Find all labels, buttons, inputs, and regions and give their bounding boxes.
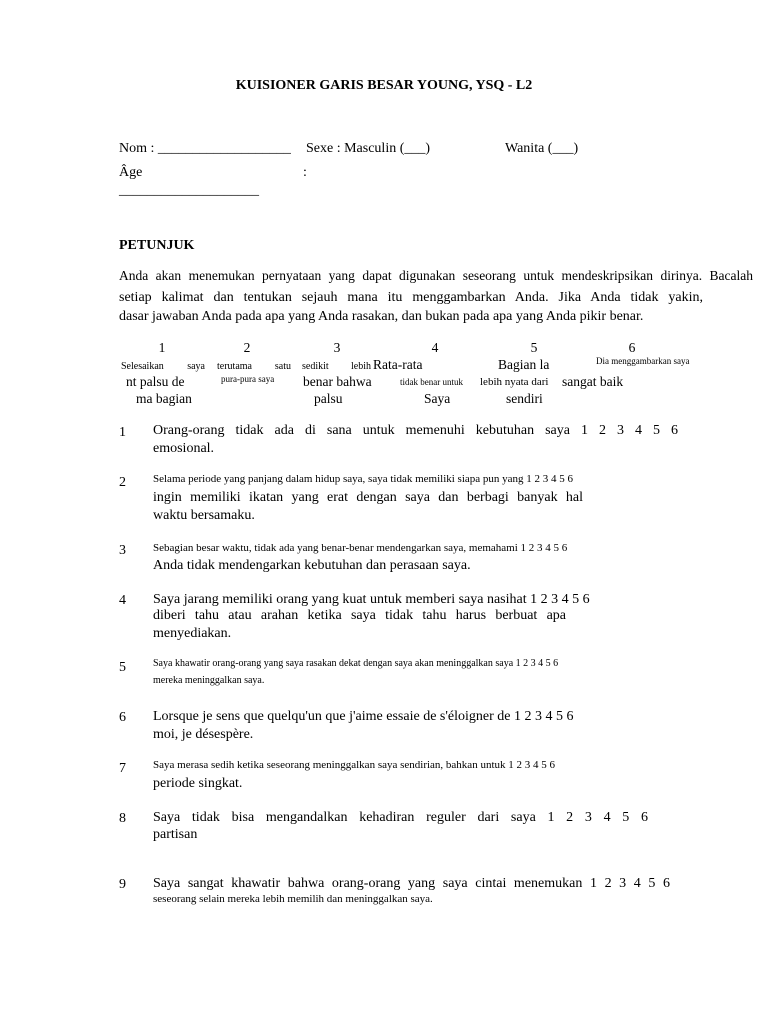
scale-label-3-end: palsu	[314, 391, 343, 406]
item-number: 5	[119, 660, 126, 675]
item-number: 2	[119, 475, 126, 490]
item-text-cont: partisan	[153, 827, 198, 842]
item-text: Saya merasa sedih ketika seseorang meninggalkan saya sendirian, bahkan untuk 1 2 3 4 5 6	[153, 759, 555, 771]
item-text-cont: seseorang selain mereka lebih memilih dan meninggalkan saya.	[153, 893, 433, 905]
scale-number: 6	[628, 340, 636, 355]
item-text-cont: periode singkat.	[153, 776, 243, 791]
scale-number: 5	[530, 340, 538, 355]
age-colon: :	[303, 165, 307, 180]
item-text-cont: waktu bersamaku.	[153, 508, 255, 523]
item-text-cont: ingin memiliki ikatan yang erat dengan saya dan berbagi banyak hal	[153, 490, 583, 505]
item-text: Saya khawatir orang-orang yang saya rasakan dekat dengan saya akan meninggalkan saya 1 2 3 4 5 6	[153, 658, 559, 669]
item-text: Saya sangat khawatir bahwa orang-orang yang saya cintai menemukan 1 2 3 4 5 6	[153, 876, 670, 891]
item-text: Lorsque je sens que quelqu'un que j'aime essaie de s'éloigner de 1 2 3 4 5 6	[153, 709, 574, 724]
item-number: 3	[119, 543, 126, 558]
item-text: Sebagian besar waktu, tidak ada yang benar-benar mendengarkan saya, memahami 1 2 3 4 5 6	[153, 542, 568, 554]
scale-label-3-cont: benar bahwa	[303, 374, 372, 389]
scale-label-6-cont: sangat baik	[562, 374, 624, 389]
scale-number: 3	[333, 340, 341, 355]
scale-label-4-end: Saya	[424, 391, 451, 406]
instructions-line-1: Anda akan menemukan pernyataan yang dapat digunakan seseorang untuk mendeskripsikan dirinya. Bacalah	[119, 268, 753, 283]
age-field-line: ____________________	[119, 183, 259, 198]
item-text: Saya jarang memiliki orang yang kuat untuk memberi saya nasihat 1 2 3 4 5 6	[153, 592, 590, 607]
item-number: 8	[119, 811, 126, 826]
name-field: Nom : ___________________	[119, 141, 291, 156]
scale-label-6: Dia menggambarkan saya	[596, 356, 690, 366]
item-text-cont: mereka meninggalkan saya.	[153, 675, 265, 686]
item-text: Orang-orang tidak ada di sana untuk memenuhi kebutuhan saya 1 2 3 4 5 6	[153, 423, 678, 438]
item-text-cont: emosional.	[153, 441, 215, 456]
item-number: 6	[119, 710, 126, 725]
item-text: Selama periode yang panjang dalam hidup saya, saya tidak memiliki siapa pun yang 1 2 3 4 5 6	[153, 473, 574, 485]
page-title: KUISIONER GARIS BESAR YOUNG, YSQ - L2	[235, 78, 533, 93]
item-text-cont: moi, je désespère.	[153, 727, 254, 742]
female-option: Wanita (___)	[505, 141, 579, 156]
item-text-cont: menyediakan.	[153, 626, 232, 641]
item-text-cont: Anda tidak mendengarkan kebutuhan dan perasaan saya.	[153, 558, 471, 573]
instructions-line-3: dasar jawaban Anda pada apa yang Anda rasakan, dan bukan pada apa yang Anda pikir benar.	[119, 309, 644, 324]
scale-label-2-cont: pura-pura saya	[221, 374, 275, 384]
item-number: 1	[119, 425, 126, 440]
scale-label-1-end: ma bagian	[136, 391, 192, 406]
scale-label-1-cont: nt palsu de	[126, 374, 185, 389]
scale-label-5: Bagian la	[498, 357, 550, 372]
item-number: 4	[119, 593, 126, 608]
item-number: 9	[119, 877, 126, 892]
scale-label-3: sedikit lebih	[302, 361, 371, 372]
scale-number: 1	[158, 340, 166, 355]
scale-label-5-cont: lebih nyata dari	[480, 376, 549, 388]
scale-label-5-end: sendiri	[506, 391, 543, 406]
item-number: 7	[119, 761, 126, 776]
instructions-line-2: setiap kalimat dan tentukan sejauh mana itu menggambarkan Anda. Jika Anda tidak yakin,	[119, 290, 703, 305]
scale-number: 4	[431, 340, 439, 355]
scale-label-4: Rata-rata	[373, 357, 423, 372]
gender-field: Sexe : Masculin (___)	[306, 141, 431, 156]
scale-label-1: Selesaikan saya	[121, 361, 205, 372]
item-text: Saya tidak bisa mengandalkan kehadiran reguler dari saya 1 2 3 4 5 6	[153, 810, 648, 825]
age-label: Âge	[119, 165, 143, 180]
scale-number: 2	[243, 340, 251, 355]
scale-label-2: terutama satu	[217, 361, 291, 372]
scale-label-4-cont: tidak benar untuk	[400, 377, 463, 387]
instructions-heading: PETUNJUK	[119, 238, 195, 253]
item-text-cont: diberi tahu atau arahan ketika saya tidak tahu harus berbuat apa	[153, 608, 566, 623]
